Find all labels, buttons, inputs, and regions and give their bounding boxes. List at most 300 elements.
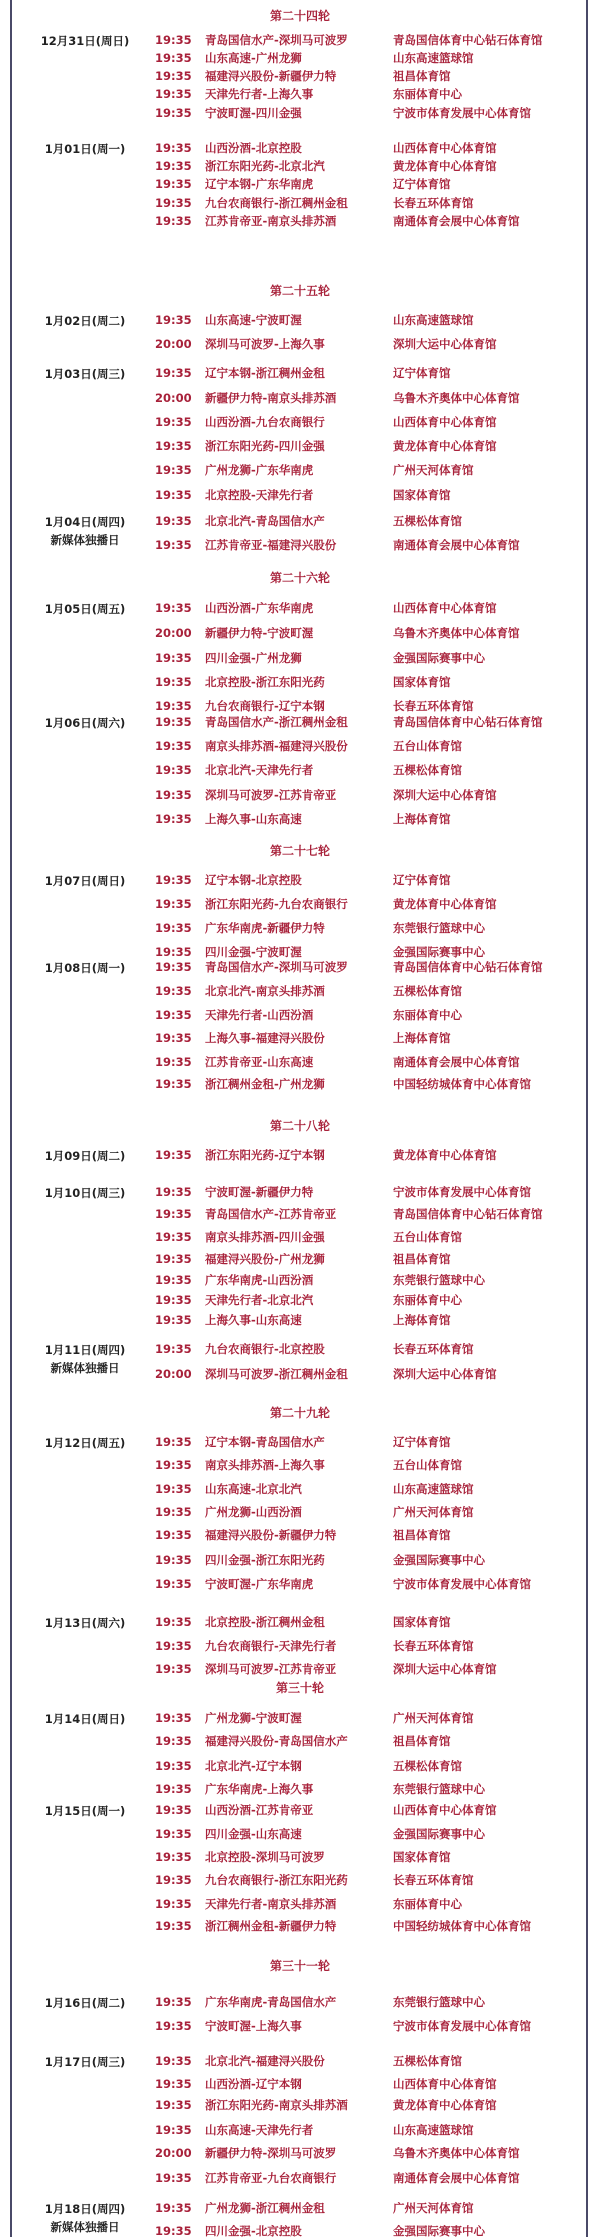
venue: 金强国际赛事中心 [393,945,485,959]
matchup: 福建浔兴股份-新疆伊力特 [205,69,337,83]
matchup: 广东华南虎-上海久事 [205,1782,314,1796]
tip-off-time: 19:35 [155,1458,192,1472]
date-label: 1月10日(周三) [44,1186,126,1200]
venue: 上海体育馆 [393,1031,451,1045]
game-row [0,2144,600,2162]
game-row [0,31,600,49]
game-row [0,1029,600,1047]
round-title: 第二十六轮 [269,571,330,585]
venue: 国家体育馆 [393,675,451,689]
game-row [0,919,600,937]
tip-off-time: 19:35 [155,763,192,777]
tip-off-time: 19:35 [155,214,192,228]
venue: 山西体育中心体育馆 [393,1803,497,1817]
venue: 东莞银行篮球中心 [393,921,485,935]
venue: 五棵松体育馆 [393,1759,462,1773]
tip-off-time: 19:35 [155,1342,192,1356]
matchup: 江苏肯帝亚-九台农商银行 [205,2171,337,2185]
tip-off-time: 19:35 [155,141,192,155]
game-row [0,713,600,731]
venue: 青岛国信体育中心钻石体育馆 [393,715,543,729]
venue: 五棵松体育馆 [393,984,462,998]
game-row [0,413,600,431]
tip-off-time: 19:35 [155,1662,192,1676]
game-row [0,673,600,691]
game-row [0,1660,600,1678]
tip-off-time: 19:35 [155,1873,192,1887]
venue: 黄龙体育中心体育馆 [393,439,497,453]
venue: 中国轻纺城体育中心体育馆 [393,1077,531,1091]
tip-off-time: 19:35 [155,1711,192,1725]
matchup: 山东高速-天津先行者 [205,2123,314,2137]
game-row [0,67,600,85]
matchup: 山东高速-广州龙狮 [205,51,302,65]
tip-off-time: 19:35 [155,1553,192,1567]
game-row [0,1613,600,1631]
matchup: 浙江东阳光药-辽宁本钢 [205,1148,325,1162]
tip-off-time: 19:35 [155,873,192,887]
venue: 宁波市体育发展中心体育馆 [393,1577,531,1591]
venue: 祖昌体育馆 [393,1528,451,1542]
matchup: 四川金强-浙江东阳光药 [205,1553,325,1567]
game-row [0,871,600,889]
venue: 深圳大运中心体育馆 [393,1367,497,1381]
tip-off-time: 20:00 [155,1367,192,1381]
game-row [0,1551,600,1569]
venue: 上海体育馆 [393,812,451,826]
venue: 长春五环体育馆 [393,196,474,210]
matchup: 广州龙狮-山西汾酒 [205,1505,302,1519]
matchup: 广州龙狮-浙江稠州金租 [205,2201,325,2215]
tip-off-time: 19:35 [155,1008,192,1022]
tip-off-time: 19:35 [155,1759,192,1773]
matchup: 宁波町渥-四川金强 [205,106,302,120]
matchup: 九台农商银行-辽宁本钢 [205,699,325,713]
matchup: 新疆伊力特-南京头排苏酒 [205,391,337,405]
venue: 祖昌体育馆 [393,69,451,83]
matchup: 九台农商银行-浙江东阳光药 [205,1873,348,1887]
game-row [0,810,600,828]
matchup: 四川金强-山东高速 [205,1827,302,1841]
tip-off-time: 19:35 [155,1148,192,1162]
matchup: 辽宁本钢-广东华南虎 [205,177,314,191]
venue: 五台山体育馆 [393,1230,462,1244]
venue: 长春五环体育馆 [393,699,474,713]
game-row [0,1637,600,1655]
date-label: 1月02日(周二) [44,314,126,328]
matchup: 福建浔兴股份-广州龙狮 [205,1252,325,1266]
venue: 宁波市体育发展中心体育馆 [393,2019,531,2033]
matchup: 广州龙狮-宁波町渥 [205,1711,302,1725]
matchup: 四川金强-宁波町渥 [205,945,302,959]
date-label: 1月12日(周五) [44,1436,126,1450]
matchup: 九台农商银行-北京控股 [205,1342,325,1356]
date-label: 1月07日(周日) [44,874,126,888]
venue: 祖昌体育馆 [393,1734,451,1748]
game-row [0,1848,600,1866]
game-row [0,311,600,329]
venue: 南通体育会展中心体育馆 [393,214,520,228]
game-row [0,1433,600,1451]
tip-off-time: 19:35 [155,196,192,210]
tip-off-time: 19:35 [155,1827,192,1841]
venue: 乌鲁木齐奥体中心体育馆 [393,2146,520,2160]
venue: 金强国际赛事中心 [393,1827,485,1841]
game-row [0,958,600,976]
venue: 五棵松体育馆 [393,763,462,777]
matchup: 广州龙狮-广东华南虎 [205,463,314,477]
venue: 山西体育中心体育馆 [393,2077,497,2091]
venue: 长春五环体育馆 [393,1639,474,1653]
matchup: 山西汾酒-九台农商银行 [205,415,325,429]
round-title: 第二十九轮 [269,1406,330,1420]
game-row [0,1780,600,1798]
game-row [0,1205,600,1223]
matchup: 天津先行者-上海久事 [205,87,314,101]
round-title: 第三十轮 [275,1681,324,1695]
game-row [0,175,600,193]
matchup: 辽宁本钢-浙江稠州金租 [205,366,325,380]
matchup: 广东华南虎-青岛国信水产 [205,1995,337,2009]
matchup: 浙江东阳光药-南京头排苏酒 [205,2098,348,2112]
venue: 五棵松体育馆 [393,2054,462,2068]
tip-off-time: 19:35 [155,2123,192,2137]
matchup: 宁波町渥-广东华南虎 [205,1577,314,1591]
tip-off-time: 19:35 [155,1293,192,1307]
matchup: 辽宁本钢-北京控股 [205,873,302,887]
game-row [0,85,600,103]
tip-off-time: 20:00 [155,391,192,405]
matchup: 江苏肯帝亚-福建浔兴股份 [205,538,337,552]
matchup: 浙江稠州金租-广州龙狮 [205,1077,325,1091]
game-row [0,104,600,122]
tip-off-time: 19:35 [155,33,192,47]
matchup: 山东高速-北京北汽 [205,1482,302,1496]
tip-off-time: 19:35 [155,2171,192,2185]
venue: 中国轻纺城体育中心体育馆 [393,1919,531,1933]
date-label: 1月03日(周三) [44,367,126,381]
date-label: 1月01日(周一) [44,142,126,156]
game-row [0,1993,600,2011]
tip-off-time: 19:35 [155,1207,192,1221]
tip-off-time: 19:35 [155,538,192,552]
matchup: 南京头排苏酒-四川金强 [205,1230,325,1244]
venue: 山东高速篮球馆 [393,2123,474,2137]
venue: 东莞银行篮球中心 [393,1273,485,1287]
tip-off-time: 19:35 [155,984,192,998]
game-row [0,1917,600,1935]
matchup: 新疆伊力特-深圳马可波罗 [205,2146,337,2160]
tip-off-time: 19:35 [155,897,192,911]
venue: 国家体育馆 [393,1615,451,1629]
matchup: 青岛国信水产-深圳马可波罗 [205,960,348,974]
venue: 乌鲁木齐奥体中心体育馆 [393,391,520,405]
game-row [0,1340,600,1358]
matchup: 北京控股-深圳马可波罗 [205,1850,325,1864]
game-row [0,2222,600,2240]
tip-off-time: 19:35 [155,366,192,380]
tip-off-time: 19:35 [155,2077,192,2091]
tip-off-time: 19:35 [155,1077,192,1091]
venue: 长春五环体育馆 [393,1342,474,1356]
matchup: 宁波町渥-新疆伊力特 [205,1185,314,1199]
tip-off-time: 19:35 [155,2054,192,2068]
game-row [0,1801,600,1819]
game-row [0,2199,600,2217]
tip-off-time: 19:35 [155,463,192,477]
matchup: 北京北汽-青岛国信水产 [205,514,325,528]
game-row [0,1228,600,1246]
matchup: 青岛国信水产-深圳马可波罗 [205,33,348,47]
game-row [0,737,600,755]
matchup: 山西汾酒-广东华南虎 [205,601,314,615]
venue: 广州天河体育馆 [393,463,474,477]
tip-off-time: 19:35 [155,2201,192,2215]
tip-off-time: 19:35 [155,514,192,528]
game-row [0,1480,600,1498]
venue: 国家体育馆 [393,488,451,502]
game-row [0,139,600,157]
game-row [0,1757,600,1775]
matchup: 广东华南虎-新疆伊力特 [205,921,325,935]
game-row [0,1526,600,1544]
matchup: 天津先行者-北京北汽 [205,1293,314,1307]
tip-off-time: 20:00 [155,626,192,640]
tip-off-time: 19:35 [155,1615,192,1629]
tip-off-time: 19:35 [155,1435,192,1449]
matchup: 山西汾酒-辽宁本钢 [205,2077,302,2091]
round-title: 第二十四轮 [269,9,330,23]
tip-off-time: 19:35 [155,69,192,83]
venue: 辽宁体育馆 [393,873,451,887]
venue: 黄龙体育中心体育馆 [393,897,497,911]
game-row [0,2017,600,2035]
matchup: 四川金强-北京控股 [205,2224,302,2238]
tip-off-time: 19:35 [155,51,192,65]
exclusive-broadcast-note: 新媒体独播日 [50,533,120,547]
game-row [0,2169,600,2187]
tip-off-time: 19:35 [155,675,192,689]
tip-off-time: 19:35 [155,106,192,120]
matchup: 天津先行者-山西汾酒 [205,1008,314,1022]
matchup: 南京头排苏酒-福建浔兴股份 [205,739,348,753]
venue: 金强国际赛事中心 [393,651,485,665]
round-title: 第二十八轮 [269,1119,330,1133]
matchup: 北京控股-天津先行者 [205,488,314,502]
game-row [0,389,600,407]
game-row [0,486,600,504]
venue: 辽宁体育馆 [393,1435,451,1449]
venue: 东莞银行篮球中心 [393,1782,485,1796]
tip-off-time: 19:35 [155,1919,192,1933]
venue: 山东高速篮球馆 [393,51,474,65]
matchup: 南京头排苏酒-上海久事 [205,1458,325,1472]
date-label: 1月09日(周二) [44,1149,126,1163]
tip-off-time: 19:35 [155,2098,192,2112]
tip-off-time: 19:35 [155,1734,192,1748]
matchup: 山西汾酒-江苏肯帝亚 [205,1803,314,1817]
tip-off-time: 19:35 [155,1230,192,1244]
tip-off-time: 19:35 [155,715,192,729]
tip-off-time: 19:35 [155,812,192,826]
tip-off-time: 19:35 [155,488,192,502]
venue: 青岛国信体育中心钻石体育馆 [393,960,543,974]
matchup: 九台农商银行-浙江稠州金租 [205,196,348,210]
matchup: 北京控股-浙江东阳光药 [205,675,325,689]
venue: 金强国际赛事中心 [393,2224,485,2238]
tip-off-time: 19:35 [155,1185,192,1199]
tip-off-time: 20:00 [155,337,192,351]
tip-off-time: 19:35 [155,2019,192,2033]
venue: 深圳大运中心体育馆 [393,788,497,802]
matchup: 福建浔兴股份-青岛国信水产 [205,1734,348,1748]
matchup: 浙江东阳光药-四川金强 [205,439,325,453]
matchup: 上海久事-福建浔兴股份 [205,1031,325,1045]
matchup: 北京控股-浙江稠州金租 [205,1615,325,1629]
venue: 国家体育馆 [393,1850,451,1864]
matchup: 江苏肯帝亚-南京头排苏酒 [205,214,337,228]
venue: 宁波市体育发展中心体育馆 [393,106,531,120]
game-row [0,2052,600,2070]
game-row [0,1291,600,1309]
venue: 东丽体育中心 [393,1008,462,1022]
venue: 南通体育会展中心体育馆 [393,2171,520,2185]
tip-off-time: 19:35 [155,1505,192,1519]
venue: 黄龙体育中心体育馆 [393,1148,497,1162]
matchup: 山东高速-宁波町渥 [205,313,302,327]
tip-off-time: 19:35 [155,177,192,191]
matchup: 青岛国信水产-江苏肯帝亚 [205,1207,337,1221]
game-row [0,437,600,455]
game-row [0,1871,600,1889]
matchup: 宁波町渥-上海久事 [205,2019,302,2033]
game-row [0,1250,600,1268]
tip-off-time: 19:35 [155,651,192,665]
venue: 辽宁体育馆 [393,177,451,191]
game-row [0,1503,600,1521]
venue: 南通体育会展中心体育馆 [393,1055,520,1069]
venue: 五台山体育馆 [393,739,462,753]
game-row [0,536,600,554]
matchup: 北京北汽-福建浔兴股份 [205,2054,325,2068]
date-label: 1月08日(周一) [44,961,126,975]
matchup: 上海久事-山东高速 [205,812,302,826]
tip-off-time: 19:35 [155,1252,192,1266]
tip-off-time: 19:35 [155,1995,192,2009]
game-row [0,461,600,479]
game-row [0,1311,600,1329]
round-title: 第三十一轮 [269,1959,330,1973]
matchup: 辽宁本钢-青岛国信水产 [205,1435,325,1449]
tip-off-time: 19:35 [155,1313,192,1327]
tip-off-time: 19:35 [155,788,192,802]
matchup: 青岛国信水产-浙江稠州金租 [205,715,348,729]
game-row [0,1456,600,1474]
date-label: 1月11日(周四) [44,1343,126,1357]
game-row [0,2121,600,2139]
tip-off-time: 19:35 [155,1803,192,1817]
date-label: 12月31日(周日) [40,34,130,48]
tip-off-time: 19:35 [155,2224,192,2238]
game-row [0,1075,600,1093]
tip-off-time: 19:35 [155,960,192,974]
venue: 上海体育馆 [393,1313,451,1327]
venue: 东莞银行篮球中心 [393,1995,485,2009]
matchup: 新疆伊力特-宁波町渥 [205,626,314,640]
matchup: 广东华南虎-山西汾酒 [205,1273,314,1287]
tip-off-time: 19:35 [155,699,192,713]
game-row [0,895,600,913]
tip-off-time: 19:35 [155,439,192,453]
venue: 东丽体育中心 [393,1897,462,1911]
game-row [0,1709,600,1727]
game-row [0,1575,600,1593]
game-row [0,1271,600,1289]
date-label: 1月17日(周三) [44,2055,126,2069]
venue: 黄龙体育中心体育馆 [393,159,497,173]
matchup: 山西汾酒-北京控股 [205,141,302,155]
tip-off-time: 19:35 [155,159,192,173]
tip-off-time: 19:35 [155,1577,192,1591]
venue: 广州天河体育馆 [393,1505,474,1519]
game-row [0,1183,600,1201]
game-row [0,2075,600,2093]
game-row [0,1146,600,1164]
venue: 山西体育中心体育馆 [393,601,497,615]
game-row [0,335,600,353]
venue: 深圳大运中心体育馆 [393,1662,497,1676]
game-row [0,786,600,804]
venue: 南通体育会展中心体育馆 [393,538,520,552]
matchup: 天津先行者-南京头排苏酒 [205,1897,337,1911]
matchup: 深圳马可波罗-浙江稠州金租 [205,1367,348,1381]
game-row [0,761,600,779]
tip-off-time: 19:35 [155,1055,192,1069]
exclusive-broadcast-note: 新媒体独播日 [50,1361,120,1375]
matchup: 北京北汽-南京头排苏酒 [205,984,325,998]
tip-off-time: 19:35 [155,1482,192,1496]
tip-off-time: 19:35 [155,415,192,429]
tip-off-time: 19:35 [155,1273,192,1287]
tip-off-time: 19:35 [155,87,192,101]
venue: 祖昌体育馆 [393,1252,451,1266]
matchup: 深圳马可波罗-上海久事 [205,337,325,351]
matchup: 浙江东阳光药-北京北汽 [205,159,325,173]
game-row [0,49,600,67]
venue: 辽宁体育馆 [393,366,451,380]
venue: 五棵松体育馆 [393,514,462,528]
round-title: 第二十五轮 [269,284,330,298]
tip-off-time: 19:35 [155,1528,192,1542]
matchup: 浙江东阳光药-九台农商银行 [205,897,348,911]
matchup: 北京北汽-辽宁本钢 [205,1759,302,1773]
matchup: 四川金强-广州龙狮 [205,651,302,665]
date-label: 1月14日(周日) [44,1712,126,1726]
tip-off-time: 19:35 [155,313,192,327]
tip-off-time: 19:35 [155,1639,192,1653]
tip-off-time: 19:35 [155,921,192,935]
venue: 青岛国信体育中心钻石体育馆 [393,33,543,47]
venue: 金强国际赛事中心 [393,1553,485,1567]
matchup: 上海久事-山东高速 [205,1313,302,1327]
venue: 广州天河体育馆 [393,2201,474,2215]
venue: 山西体育中心体育馆 [393,415,497,429]
venue: 东丽体育中心 [393,1293,462,1307]
game-row [0,649,600,667]
matchup: 深圳马可波罗-江苏肯帝亚 [205,1662,337,1676]
tip-off-time: 19:35 [155,1897,192,1911]
venue: 山西体育中心体育馆 [393,141,497,155]
